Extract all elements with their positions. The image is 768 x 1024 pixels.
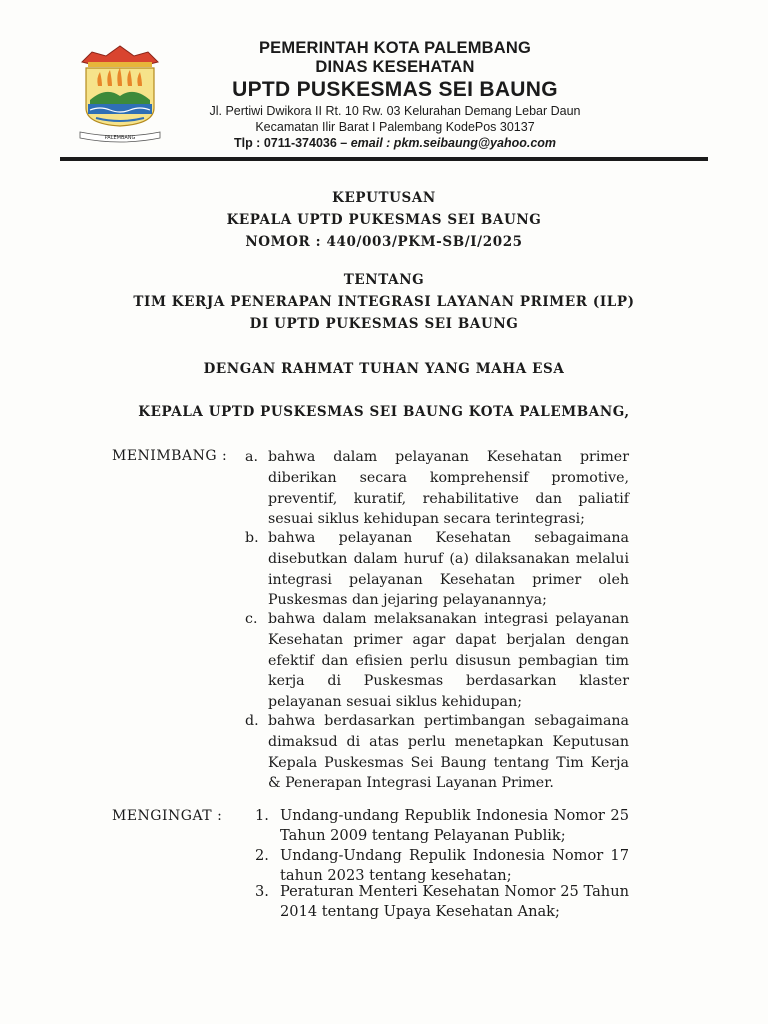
decree-head: KEPALA UPTD PUSKESMAS SEI BAUNG KOTA PALEMBANG, <box>138 404 630 420</box>
department-name: DINAS KESEHATAN <box>315 58 475 76</box>
letterhead-divider <box>60 157 708 161</box>
subject-line-2: DI UPTD PUKESMAS SEI BAUNG <box>249 316 519 332</box>
mengingat-label: MENGINGAT : <box>112 808 223 824</box>
decree-issuer: KEPALA UPTD PUKESMAS SEI BAUNG <box>226 212 542 228</box>
subject-line-1: TIM KERJA PENERAPAN INTEGRASI LAYANAN PRIMER (ILP) <box>133 294 635 310</box>
decree-subject <box>60 269 708 335</box>
menimbang-label: MENIMBANG : <box>112 448 228 464</box>
letterhead <box>180 38 610 152</box>
address-line-1: Jl. Pertiwi Dwikora II Rt. 10 Rw. 03 Kelurahan Demang Lebar Daun <box>209 104 581 118</box>
list-marker: c. <box>245 611 258 627</box>
list-item-text: bahwa pelayanan Kesehatan sebagaimana disebutkan dalam huruf (a) dilaksanakan melalui integrasi pelayanan Kesehatan primer oleh Puskesmas dan jejaring pelayanannya; <box>268 530 629 609</box>
list-item-text: Undang-Undang Repulik Indonesia Nomor 17 tahun 2023 tentang kesehatan; <box>280 847 629 884</box>
institution-name: UPTD PUSKESMAS SEI BAUNG <box>232 78 558 101</box>
list-item-text: bahwa berdasarkan pertimbangan sebagaimana dimaksud di atas perlu menetapkan Keputusan Kepala Puskesmas Sei Baung tentang Tim Kerja & Penerapan Integrasi Layanan Primer. <box>268 713 629 792</box>
email-address: email : pkm.seibaung@yahoo.com <box>350 136 557 150</box>
decree-header <box>60 187 708 253</box>
address-line-2: Kecamatan Ilir Barat I Palembang KodePos 30137 <box>255 120 535 134</box>
list-item-text: Undang-undang Republik Indonesia Nomor 25 Tahun 2009 tentang Pelayanan Publik; <box>280 807 629 844</box>
list-marker: 2. <box>255 847 269 864</box>
decree-heading: KEPUTUSAN <box>332 190 436 206</box>
list-item-text: bahwa dalam melaksanakan integrasi pelayanan Kesehatan primer agar dapat berjalan dengan efektif dan efisien perlu disusun pembagian tim kerja di Puskesmas berdasarkan klaster pelayanan sesuai siklus kehidupan; <box>268 611 629 711</box>
decree-number: NOMOR : 440/003/PKM-SB/I/2025 <box>245 234 523 250</box>
list-item-text: Peraturan Menteri Kesehatan Nomor 25 Tahun 2014 tentang Upaya Kesehatan Anak; <box>280 883 629 920</box>
list-marker: b. <box>245 530 259 546</box>
phone-number: Tlp : 0711-374036 – <box>233 136 348 150</box>
list-marker: d. <box>245 713 259 729</box>
list-marker: a. <box>245 449 258 465</box>
government-name: PEMERINTAH KOTA PALEMBANG <box>258 39 532 57</box>
contact-line <box>180 135 610 152</box>
palembang-city-emblem-icon <box>76 40 164 148</box>
list-marker: 3. <box>255 883 269 900</box>
blessing: DENGAN RAHMAT TUHAN YANG MAHA ESA <box>203 361 565 377</box>
about-label: TENTANG <box>343 272 425 288</box>
list-item-text: bahwa dalam pelayanan Kesehatan primer diberikan secara komprehensif promotive, preventif, kuratif, rehabilitative dan paliatif sesuai siklus kehidupan secara terintegrasi; <box>268 449 629 528</box>
list-marker: 1. <box>255 807 269 824</box>
svg-text:PALEMBANG: PALEMBANG <box>104 135 136 141</box>
